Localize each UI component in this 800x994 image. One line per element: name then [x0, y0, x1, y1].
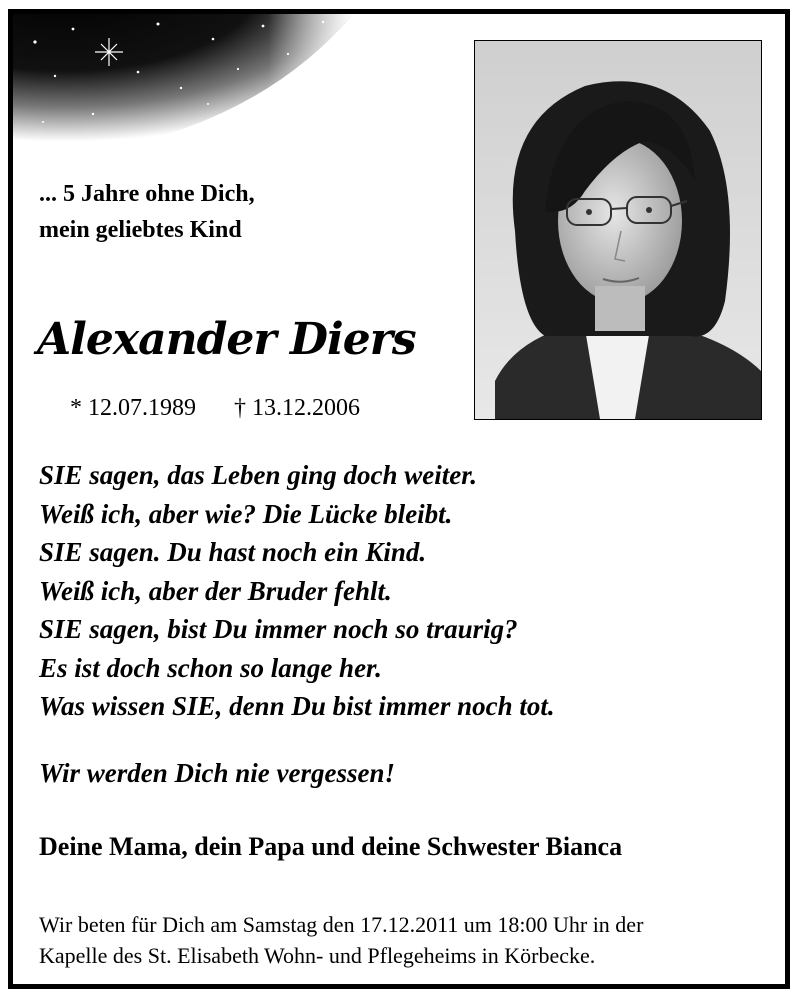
birth-date: * 12.07.1989 [70, 395, 196, 421]
intro-line: mein geliebtes Kind [39, 217, 242, 243]
poem [39, 456, 555, 726]
deceased-name: Alexander Diers [37, 314, 416, 365]
poem-line: Es ist doch schon so lange her. [39, 652, 382, 683]
poem-line: Weiß ich, aber wie? Die Lücke bleibt. [39, 498, 453, 529]
notice-line: Wir beten für Dich am Samstag den 17.12.2011 um 18:00 Uhr in der [39, 912, 644, 937]
poem-line: SIE sagen, das Leben ging doch weiter. [39, 460, 478, 490]
death-date: † 13.12.2006 [234, 395, 360, 421]
poem-line: Was wissen SIE, denn Du bist immer noch tot. [39, 691, 555, 721]
family-signature: Deine Mama, dein Papa und deine Schwester Bianca [39, 832, 623, 861]
intro-text [39, 176, 255, 248]
poem-line: SIE sagen, bist Du immer noch so traurig? [39, 614, 518, 644]
life-dates [70, 395, 392, 422]
closing-line: Wir werden Dich nie vergessen! [39, 758, 395, 788]
poem-line: SIE sagen. Du hast noch ein Kind. [39, 537, 427, 567]
intro-line: ... 5 Jahre ohne Dich, [39, 181, 255, 207]
poem-line: Weiß ich, aber der Bruder fehlt. [39, 575, 392, 606]
service-notice [39, 909, 643, 971]
notice-line: Kapelle des St. Elisabeth Wohn- und Pflegeheims in Körbecke. [39, 943, 596, 968]
portrait-photo [474, 40, 762, 420]
obituary-frame [8, 9, 790, 989]
